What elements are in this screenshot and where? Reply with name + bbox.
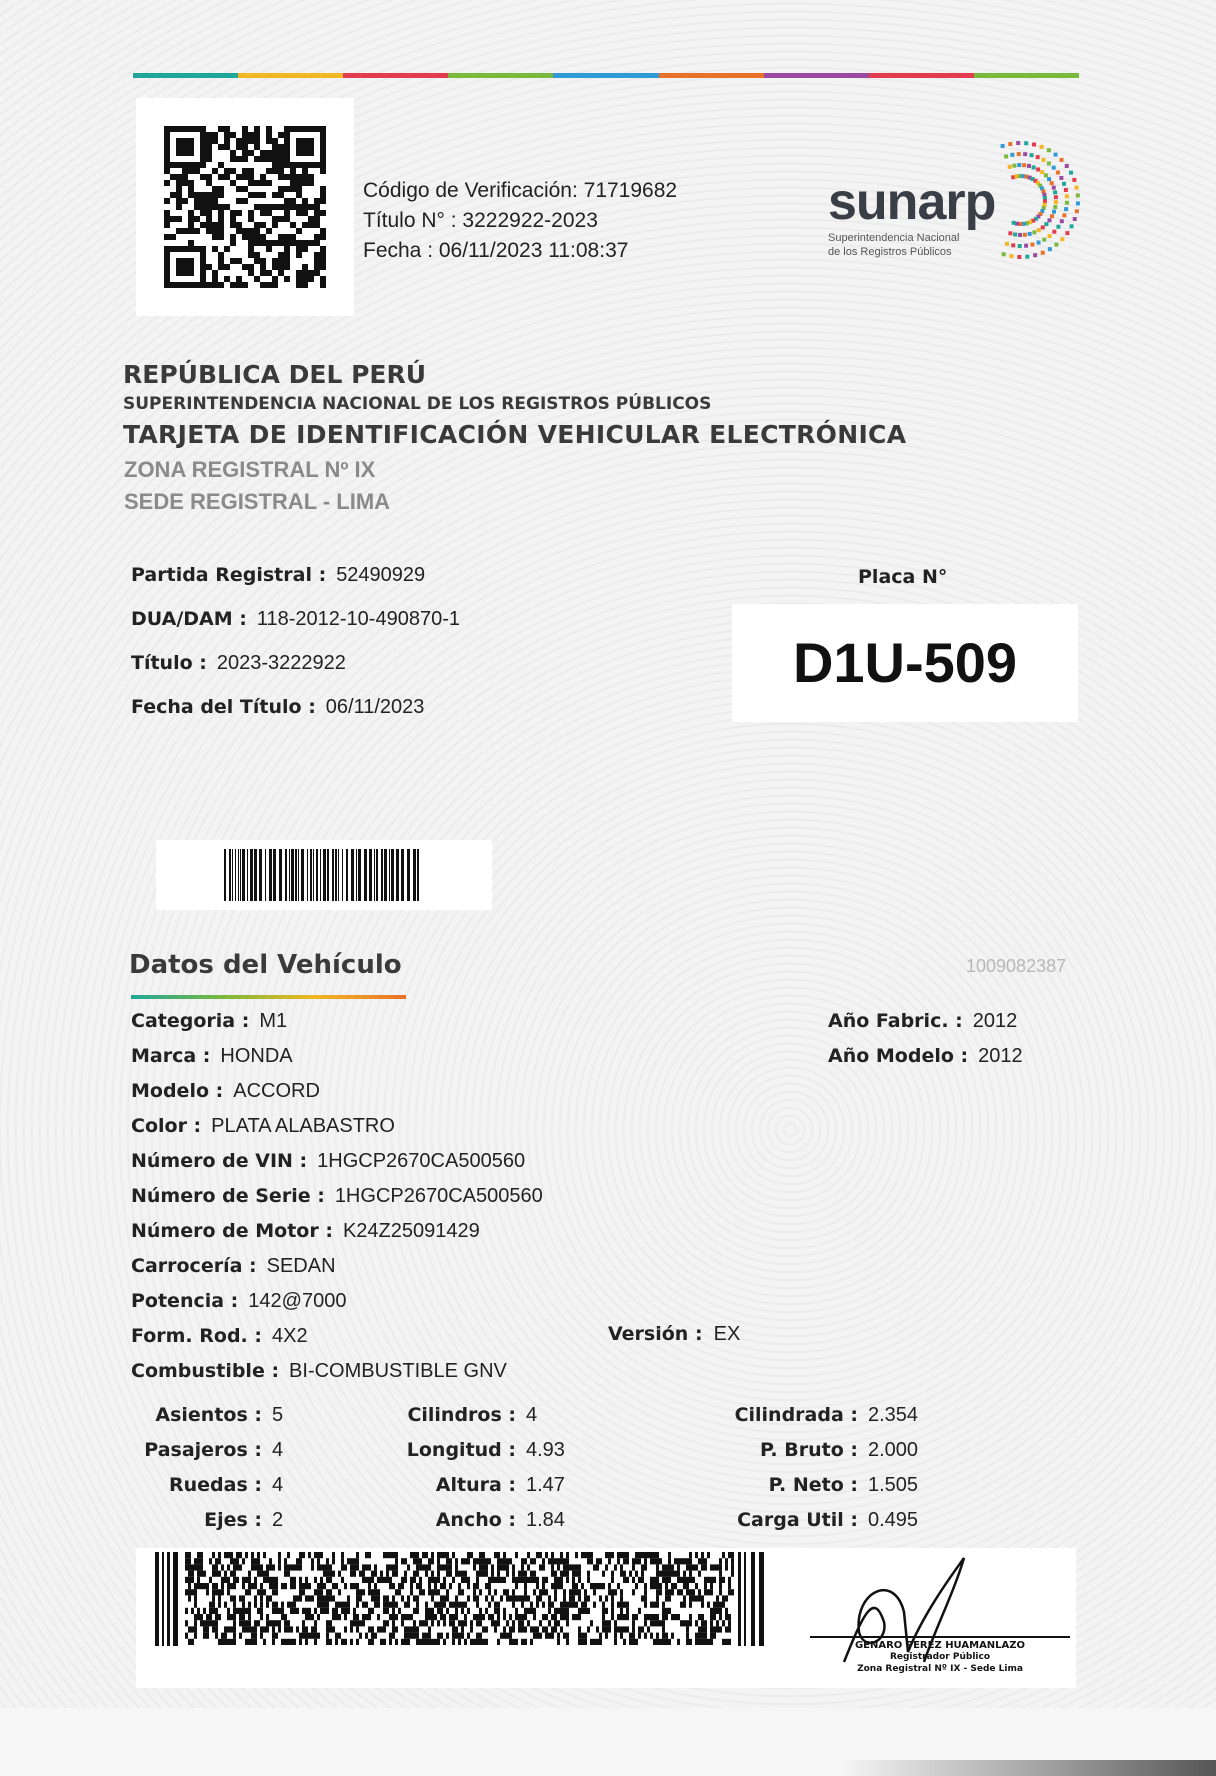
datos-underline	[131, 995, 406, 999]
vehiculo-label: Color :	[131, 1115, 202, 1137]
vehiculo-row	[131, 1115, 395, 1138]
vehiculo-value: 1HGCP2670CA500560	[334, 1185, 543, 1207]
specs_col3-value: 2.000	[868, 1439, 919, 1461]
top-line-segment	[869, 73, 974, 78]
specs_col1-row	[116, 1474, 283, 1497]
vehiculo-row	[131, 1080, 320, 1103]
specs_col1-row	[116, 1439, 283, 1462]
serial-number: 1009082387	[966, 956, 1067, 976]
specs_col1-value: 2	[272, 1509, 284, 1531]
version-label: Versión :	[608, 1323, 703, 1345]
datos-title: Datos del Vehículo	[129, 950, 402, 980]
vehiculo-label: Combustible :	[131, 1360, 280, 1382]
registro-value: 06/11/2023	[325, 696, 425, 718]
specs_col2-row	[372, 1474, 565, 1497]
signature-name: GENARO PEREZ HUAMANLAZO	[810, 1636, 1070, 1651]
vehiculo-row	[131, 1360, 507, 1383]
specs_col1-value: 4	[272, 1474, 284, 1496]
vehiculo-row	[131, 1325, 308, 1348]
verification-title: Título N° : 3222922-2023	[363, 209, 598, 232]
registro-value: 118-2012-10-490870-1	[256, 608, 460, 630]
anios-row	[828, 1045, 1023, 1068]
header-sede: SEDE REGISTRAL - LIMA	[124, 489, 391, 514]
specs_col2-row	[372, 1404, 537, 1427]
vehiculo-label: Carrocería :	[131, 1255, 257, 1277]
top-line-segment	[133, 73, 238, 78]
specs_col1-label: Ejes :	[204, 1509, 262, 1531]
specs_col3-row	[700, 1439, 918, 1462]
registro-value: 52490929	[336, 564, 426, 586]
header-zona: ZONA REGISTRAL Nº IX	[124, 457, 376, 482]
top-line-segment	[553, 73, 658, 78]
specs_col2-value: 1.47	[526, 1474, 565, 1496]
registro-label: Título :	[131, 652, 207, 674]
qr-code-icon	[164, 126, 326, 288]
barcode-icon	[224, 849, 424, 901]
vehiculo-value: K24Z25091429	[342, 1220, 480, 1242]
anios-label: Año Fabric. :	[828, 1010, 963, 1032]
specs_col3-label: Cilindrada :	[734, 1404, 858, 1426]
specs_col1-row	[116, 1404, 283, 1427]
anios-value: 2012	[978, 1045, 1023, 1067]
specs_col1-value: 5	[272, 1404, 284, 1426]
specs_col3-label: Carga Util :	[737, 1509, 858, 1531]
header-tarjeta: TARJETA DE IDENTIFICACIÓN VEHICULAR ELECTRÓNICA	[123, 420, 907, 449]
registro-row	[131, 696, 424, 719]
vehiculo-row	[131, 1290, 346, 1313]
specs_col1-label: Pasajeros :	[144, 1439, 262, 1461]
logo-sub2: de los Registros Públicos	[828, 246, 952, 258]
verification-code: Código de Verificación: 71719682	[363, 179, 678, 202]
top-line-segment	[448, 73, 553, 78]
top-line-segment	[764, 73, 869, 78]
vehiculo-value: 142@7000	[248, 1290, 347, 1312]
specs_col1-label: Asientos :	[155, 1404, 262, 1426]
vehiculo-label: Modelo :	[131, 1080, 224, 1102]
logo-sub1: Superintendencia Nacional	[828, 232, 960, 244]
specs_col2-label: Ancho :	[435, 1509, 516, 1531]
vehiculo-value: ACCORD	[233, 1080, 320, 1102]
registro-label: Partida Registral :	[131, 564, 327, 586]
registro-label: Fecha del Título :	[131, 696, 316, 718]
signature-role: Registrador Público	[889, 1652, 991, 1662]
specs_col1-row	[116, 1509, 283, 1532]
vehiculo-label: Categoria :	[131, 1010, 250, 1032]
vehiculo-value: HONDA	[220, 1045, 293, 1067]
specs_col2-row	[372, 1509, 565, 1532]
vehiculo-row	[131, 1185, 543, 1208]
registro-row	[131, 608, 460, 631]
verification-date: Fecha : 06/11/2023 11:08:37	[363, 239, 629, 262]
vehiculo-row	[131, 1255, 336, 1278]
specs_col2-value: 1.84	[526, 1509, 565, 1531]
vehiculo-label: Potencia :	[131, 1290, 239, 1312]
specs_col2-value: 4	[526, 1404, 538, 1426]
registro-label: DUA/DAM :	[131, 608, 247, 630]
vehiculo-value: M1	[259, 1010, 288, 1032]
top-line-segment	[238, 73, 343, 78]
placa-label: Placa N°	[858, 566, 948, 588]
specs_col2-label: Cilindros :	[407, 1404, 516, 1426]
signature-box	[804, 1552, 1076, 1678]
specs_col3-value: 2.354	[868, 1404, 919, 1426]
anios-value: 2012	[972, 1010, 1018, 1032]
vehiculo-value: 1HGCP2670CA500560	[317, 1150, 526, 1172]
specs_col1-value: 4	[272, 1439, 284, 1461]
header-superintendencia: SUPERINTENDENCIA NACIONAL DE LOS REGISTROS PÚBLICOS	[123, 394, 712, 414]
bottom-shadow	[840, 1760, 1216, 1776]
vehiculo-value: 4X2	[271, 1325, 308, 1347]
version-value: EX	[713, 1323, 741, 1345]
version-row	[608, 1323, 740, 1346]
pdf417-barcode-icon	[155, 1552, 765, 1646]
vehiculo-label: Número de Motor :	[131, 1220, 333, 1242]
placa-value: D1U-509	[792, 631, 1018, 694]
registro-row	[131, 652, 346, 675]
vehiculo-label: Marca :	[131, 1045, 211, 1067]
vehiculo-label: Número de VIN :	[131, 1150, 308, 1172]
specs_col3-row	[700, 1474, 918, 1497]
specs_col2-value: 4.93	[526, 1439, 565, 1461]
anios-label: Año Modelo :	[828, 1045, 969, 1067]
registro-row	[131, 564, 425, 587]
vehiculo-row	[131, 1150, 525, 1173]
top-line-segment	[974, 73, 1079, 78]
top-color-line	[133, 73, 1079, 78]
header-republica: REPÚBLICA DEL PERÚ	[123, 360, 427, 389]
registro-value: 2023-3222922	[216, 652, 346, 674]
specs_col3-label: P. Neto :	[768, 1474, 858, 1496]
specs_col2-label: Longitud :	[406, 1439, 516, 1461]
top-line-segment	[343, 73, 448, 78]
vehiculo-row	[131, 1010, 287, 1033]
vehiculo-row	[131, 1045, 293, 1068]
specs_col2-label: Altura :	[435, 1474, 516, 1496]
qr-code-box	[136, 98, 354, 316]
specs_col3-value: 0.495	[868, 1509, 919, 1531]
placa-box	[732, 604, 1078, 722]
specs_col3-label: P. Bruto :	[760, 1439, 858, 1461]
specs_col3-row	[700, 1404, 918, 1427]
top-line-segment	[659, 73, 764, 78]
sunarp-logo	[826, 120, 1096, 270]
vehiculo-value: BI-COMBUSTIBLE GNV	[289, 1360, 507, 1382]
specs_col3-row	[700, 1509, 918, 1532]
vehiculo-label: Form. Rod. :	[131, 1325, 262, 1347]
vehiculo-value: SEDAN	[266, 1255, 336, 1277]
verification-block	[363, 176, 677, 266]
vehiculo-row	[131, 1220, 480, 1243]
vehiculo-value: PLATA ALABASTRO	[211, 1115, 395, 1137]
anios-row	[828, 1010, 1017, 1033]
logo-word: sunarp	[828, 173, 996, 231]
specs_col2-row	[372, 1439, 565, 1462]
signature-zone: Zona Registral Nº IX - Sede Lima	[857, 1664, 1023, 1674]
small-barcode-box	[156, 840, 492, 910]
vehiculo-label: Número de Serie :	[131, 1185, 325, 1207]
specs_col3-value: 1.505	[868, 1474, 919, 1496]
specs_col1-label: Ruedas :	[169, 1474, 262, 1496]
